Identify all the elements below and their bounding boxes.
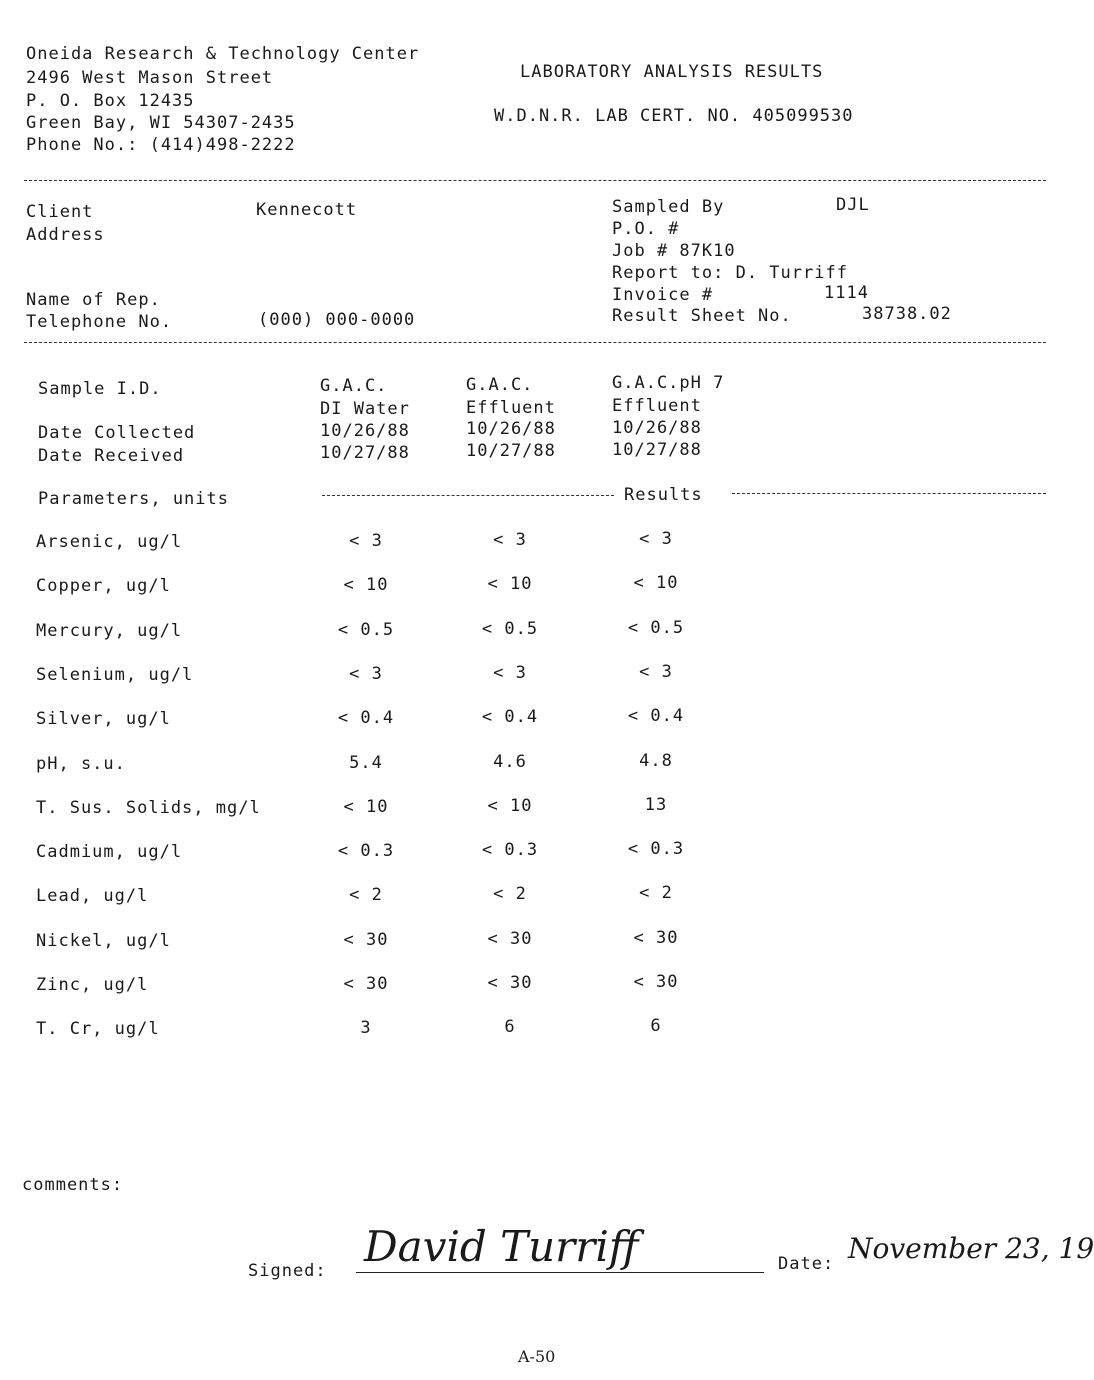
result-param: Zinc, ug/l — [36, 975, 149, 995]
result-value: < 30 — [633, 928, 679, 948]
client-value: Kennecott — [256, 200, 358, 220]
result-param: T. Sus. Solids, mg/l — [36, 798, 261, 818]
result-value: < 0.5 — [337, 620, 395, 640]
result-sheet-label: Result Sheet No. — [612, 306, 792, 326]
result-param: Nickel, ug/l — [36, 931, 171, 951]
result-value: 3 — [360, 1018, 372, 1038]
signed-date: November 23, 19 — [848, 1232, 1094, 1265]
result-value: < 0.4 — [481, 707, 539, 727]
result-param: Lead, ug/l — [36, 886, 149, 906]
signature-line — [356, 1272, 764, 1273]
sample-1-id-line2: DI Water — [320, 399, 410, 419]
report-to: Report to: D. Turriff — [612, 263, 848, 283]
sample-1-id: G.A.C. — [320, 376, 388, 396]
sampled-by-value: DJL — [836, 195, 870, 215]
result-value: 6 — [650, 1016, 662, 1036]
result-value: < 0.3 — [337, 841, 395, 861]
result-param: Cadmium, ug/l — [36, 842, 183, 862]
result-value: < 3 — [493, 530, 527, 550]
lab-name: Oneida Research & Technology Center — [26, 44, 420, 64]
result-param: Selenium, ug/l — [36, 665, 194, 685]
client-label: Client — [26, 202, 94, 222]
result-value: < 10 — [487, 574, 533, 594]
result-value: 5.4 — [349, 753, 383, 773]
result-value: < 2 — [349, 885, 383, 905]
result-value: 4.6 — [493, 752, 527, 772]
telephone-value: (000) 000-0000 — [258, 310, 416, 330]
result-value: < 10 — [487, 796, 533, 816]
result-param: Arsenic, ug/l — [36, 532, 183, 552]
sample-3-received: 10/27/88 — [612, 440, 702, 460]
result-value: < 3 — [639, 529, 673, 549]
lab-street: 2496 West Mason Street — [26, 68, 274, 88]
result-param: Mercury, ug/l — [36, 621, 183, 641]
sampled-by-label: Sampled By — [612, 197, 725, 217]
sample-3-id: G.A.C.pH 7 — [612, 373, 725, 393]
result-value: < 3 — [639, 662, 673, 682]
date-collected-label: Date Collected — [38, 423, 196, 443]
result-value: < 0.4 — [627, 706, 685, 726]
date-label: Date: — [778, 1254, 835, 1274]
results-label: Results — [624, 485, 703, 505]
sample-id-label: Sample I.D. — [38, 379, 162, 399]
result-value: < 10 — [633, 573, 679, 593]
result-value: < 3 — [493, 663, 527, 683]
results-dash-right — [732, 493, 1046, 494]
job-number: Job # 87K10 — [612, 241, 736, 261]
result-value: < 30 — [343, 930, 389, 950]
result-value: < 0.4 — [337, 708, 395, 728]
sample-2-collected: 10/26/88 — [466, 419, 556, 439]
signature: David Turriff — [364, 1222, 639, 1271]
result-value: 6 — [504, 1017, 516, 1037]
result-value: < 2 — [493, 884, 527, 904]
result-value: < 0.3 — [627, 839, 685, 859]
telephone-label: Telephone No. — [26, 312, 173, 332]
result-value: < 10 — [343, 797, 389, 817]
sample-2-id: G.A.C. — [466, 375, 534, 395]
date-received-label: Date Received — [38, 446, 185, 466]
report-title: LABORATORY ANALYSIS RESULTS — [520, 62, 824, 82]
result-value: < 30 — [633, 972, 679, 992]
rep-label: Name of Rep. — [26, 290, 161, 310]
invoice-value: 1114 — [824, 283, 869, 303]
page-number: A-50 — [518, 1347, 556, 1366]
result-value: 4.8 — [639, 751, 673, 771]
result-value: 13 — [644, 795, 668, 815]
result-sheet-value: 38738.02 — [862, 304, 952, 324]
sample-2-id-line2: Effluent — [466, 398, 556, 418]
result-value: < 3 — [349, 664, 383, 684]
results-dash-left — [322, 495, 614, 496]
sample-3-collected: 10/26/88 — [612, 418, 702, 438]
po-label: P.O. # — [612, 219, 680, 239]
result-value: < 3 — [349, 531, 383, 551]
result-value: < 2 — [639, 883, 673, 903]
sample-3-id-line2: Effluent — [612, 396, 702, 416]
sample-2-received: 10/27/88 — [466, 441, 556, 461]
lab-pobox: P. O. Box 12435 — [26, 91, 195, 111]
signed-label: Signed: — [248, 1261, 327, 1281]
comments-label: comments: — [22, 1175, 124, 1195]
result-param: T. Cr, ug/l — [36, 1019, 160, 1039]
result-param: pH, s.u. — [36, 754, 126, 774]
result-value: < 0.5 — [481, 619, 539, 639]
result-value: < 30 — [343, 974, 389, 994]
lab-city: Green Bay, WI 54307-2435 — [26, 113, 296, 133]
divider-top — [24, 180, 1046, 181]
lab-cert-number: W.D.N.R. LAB CERT. NO. 405099530 — [494, 106, 854, 126]
invoice-label: Invoice # — [612, 285, 714, 305]
parameters-label: Parameters, units — [38, 489, 229, 509]
result-value: < 30 — [487, 973, 533, 993]
address-label: Address — [26, 225, 105, 245]
result-value: < 10 — [343, 575, 389, 595]
result-value: < 0.5 — [627, 618, 685, 638]
result-param: Copper, ug/l — [36, 576, 171, 596]
result-value: < 30 — [487, 929, 533, 949]
divider-middle — [24, 342, 1046, 343]
result-param: Silver, ug/l — [36, 709, 171, 729]
sample-1-collected: 10/26/88 — [320, 421, 410, 441]
sample-1-received: 10/27/88 — [320, 443, 410, 463]
lab-phone: Phone No.: (414)498-2222 — [26, 135, 296, 155]
result-value: < 0.3 — [481, 840, 539, 860]
